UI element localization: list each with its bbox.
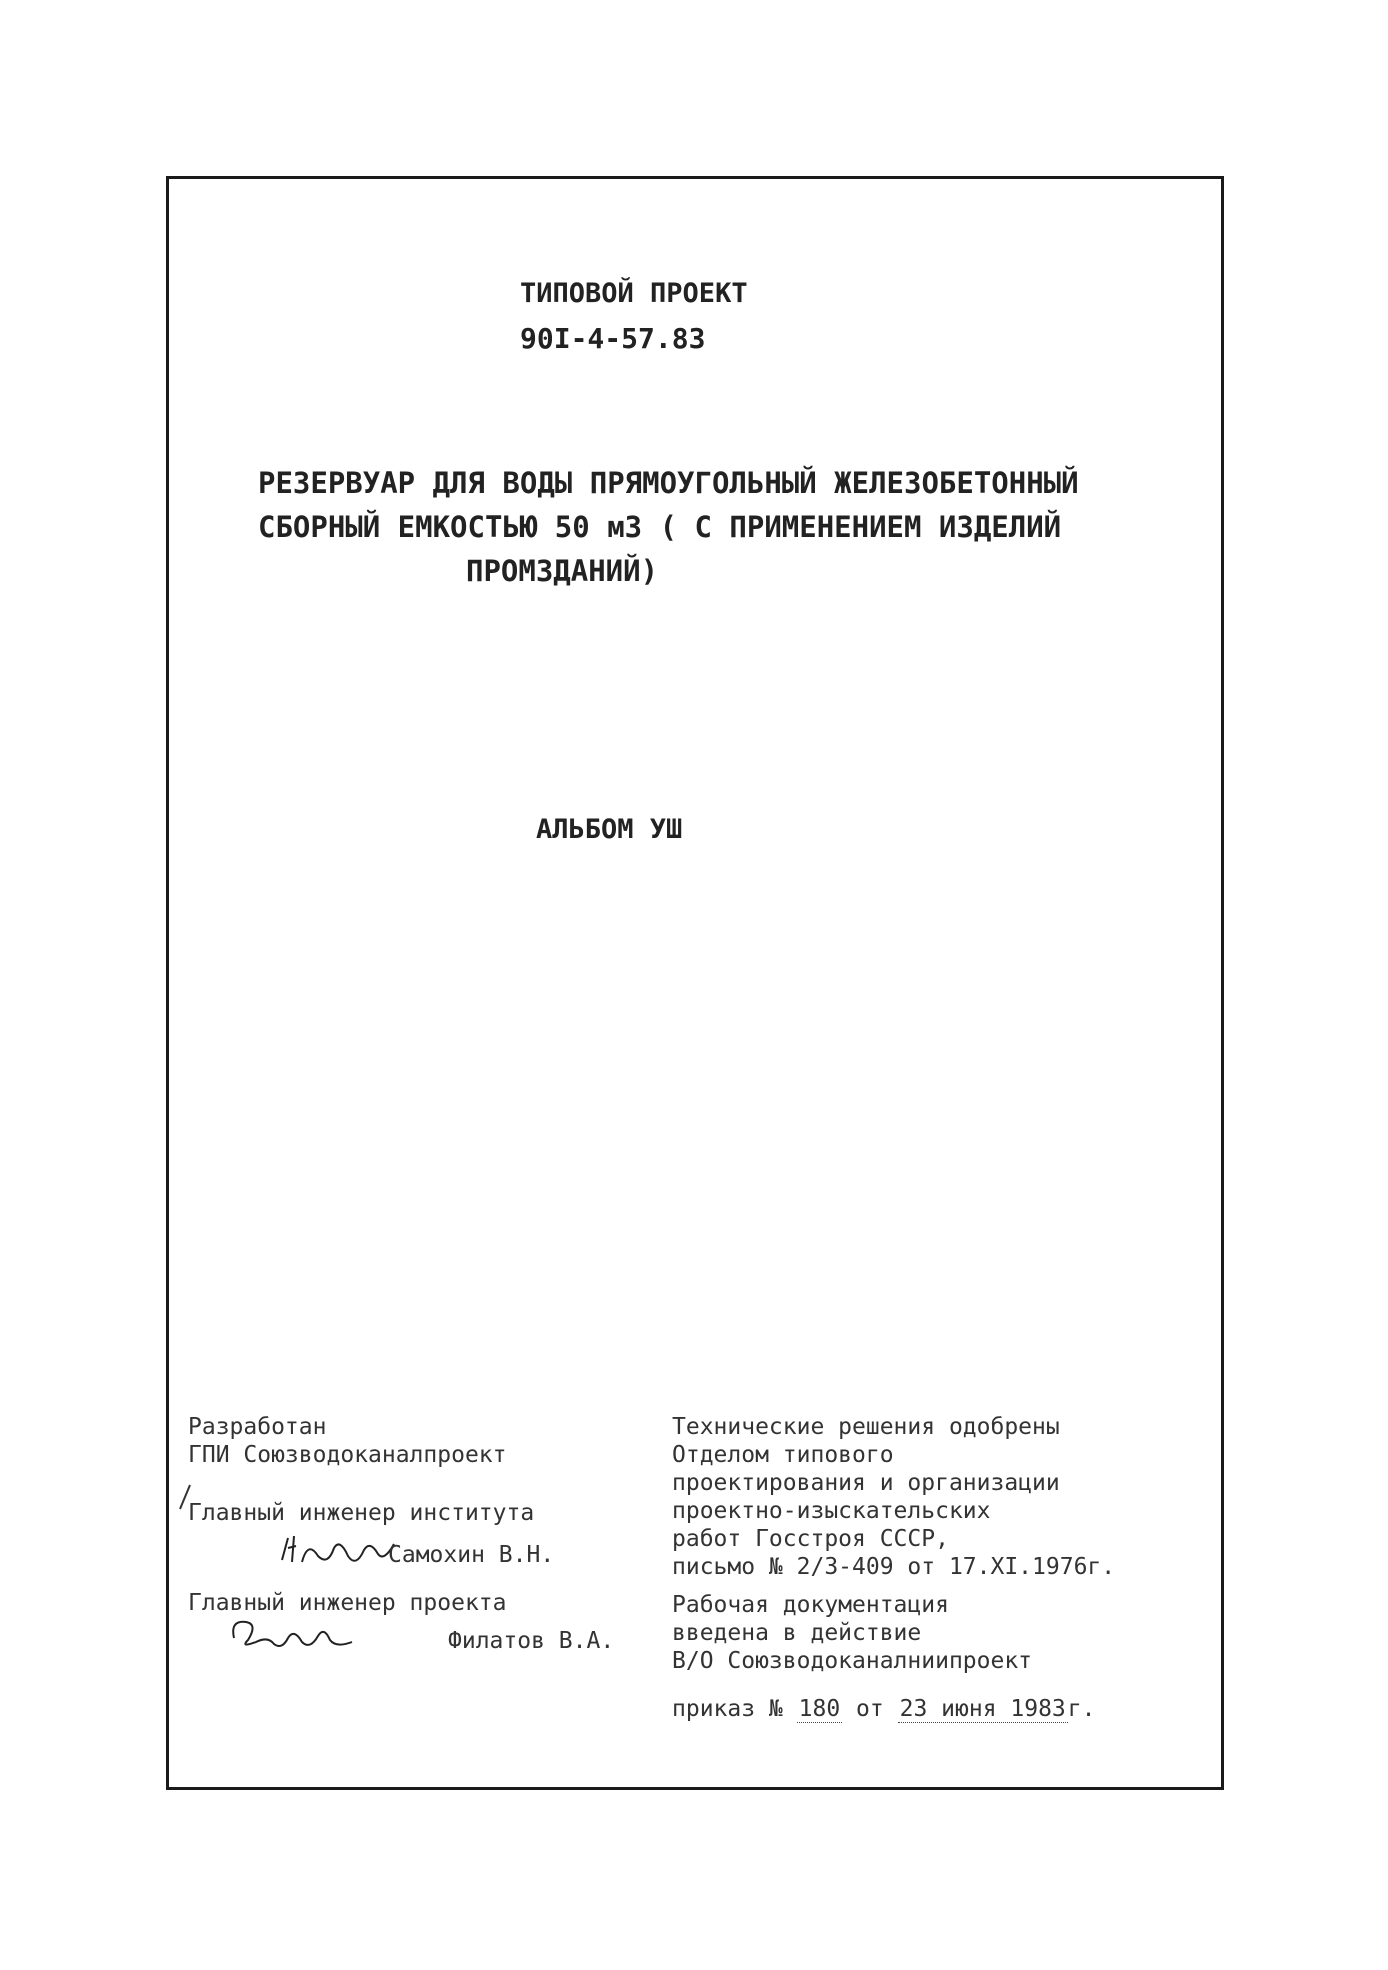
order-date: 23 июня 1983 bbox=[899, 1696, 1066, 1722]
approval-line-4: проектно-изыскательских bbox=[672, 1498, 991, 1524]
developer-org: ГПИ Союзводоканалпроект bbox=[188, 1442, 507, 1468]
approval-line-2: Отделом типового bbox=[672, 1442, 894, 1468]
approval-line-1: Технические решения одобрены bbox=[672, 1414, 1060, 1440]
chief-engineer-project-label: Главный инженер проекта bbox=[188, 1590, 507, 1616]
approval-line-9: В/О Союзводоканалниипроект bbox=[672, 1648, 1033, 1674]
developer-label: Разработан bbox=[188, 1414, 327, 1440]
chief-engineer-project-name: Филатов В.А. bbox=[448, 1628, 615, 1654]
signature-institute bbox=[278, 1530, 398, 1574]
chief-engineer-institute-name: Самохин В.Н. bbox=[388, 1542, 555, 1568]
approval-line-5: работ Госстроя СССР, bbox=[672, 1526, 949, 1552]
approval-line-3: проектирования и организации bbox=[672, 1470, 1060, 1496]
title-line-2: СБОРНЫЙ ЕМКОСТЬЮ 50 м3 ( С ПРИМЕНЕНИЕМ ИЗДЕЛИЙ bbox=[258, 510, 1062, 544]
chief-engineer-institute-label: Главный инженер института bbox=[188, 1500, 535, 1526]
order-suffix: г. bbox=[1067, 1696, 1096, 1722]
title-line-3: ПРОМЗДАНИЙ) bbox=[466, 554, 659, 588]
album-label: АЛЬБОМ УШ bbox=[536, 814, 683, 845]
approval-line-6: письмо № 2/3-409 от 17.XI.1976г. bbox=[672, 1554, 1116, 1580]
approval-line-8: введена в действие bbox=[672, 1620, 922, 1646]
title-line-1: РЕЗЕРВУАР ДЛЯ ВОДЫ ПРЯМОУГОЛЬНЫЙ ЖЕЛЕЗОБЕТОННЫЙ bbox=[258, 466, 1079, 500]
doc-code: 90I-4-57.83 bbox=[520, 322, 706, 355]
order-mid: от bbox=[856, 1696, 884, 1722]
order-line bbox=[672, 1696, 1095, 1722]
signature-project bbox=[228, 1614, 358, 1654]
approval-line-7: Рабочая документация bbox=[672, 1592, 949, 1618]
order-number: 180 bbox=[798, 1696, 841, 1722]
order-prefix: приказ № bbox=[672, 1696, 783, 1722]
doc-type: ТИПОВОЙ ПРОЕКТ bbox=[520, 278, 748, 309]
